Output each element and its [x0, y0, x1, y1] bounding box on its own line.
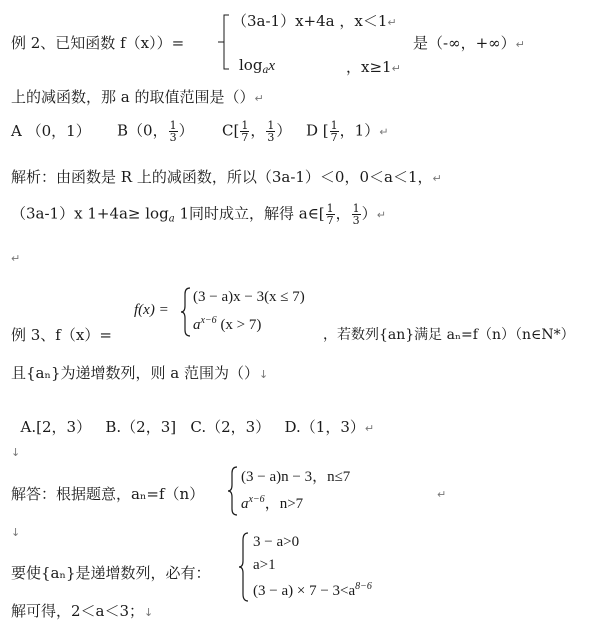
ex2-domain: 是（-∞，+∞）↵ — [413, 34, 525, 52]
ex2-brace — [217, 12, 231, 76]
ex2-option-d: D [ $\frac{1}{7}$ ，1）↵ — [306, 119, 389, 144]
ex2-option-b: B（0， $\frac{1}{3}$ ） — [117, 119, 194, 144]
ex3-brace — [180, 287, 192, 337]
paragraph-mark-icon: ↵ — [437, 488, 447, 501]
ex2-option-a: A （0，1） — [11, 122, 91, 140]
paragraph-mark-icon: ↵ — [391, 62, 401, 75]
ex3-req2: a>1 — [253, 557, 276, 573]
ex3-line2: 且{aₙ}为递增数列，则 a 范围为（）↓ — [11, 364, 269, 382]
ex2-prefix: 例 2、已知函数 f（x））= — [11, 34, 185, 52]
ex3-piece1: (3 − a)x − 3(x ≤ 7) — [193, 289, 305, 305]
paragraph-mark-icon: ↵ — [379, 125, 389, 139]
down-mark-icon: ↓ — [11, 446, 21, 459]
down-mark-icon: ↓ — [144, 606, 154, 619]
ex3-fx: f(x) = — [134, 302, 169, 318]
ex3-ans-piece2: $a^{x-6}$，n>7 — [241, 494, 304, 512]
ex2-line2: 上的减函数，那 a 的取值范围是（）↵ — [11, 88, 264, 106]
paragraph-mark-icon: ↵ — [364, 422, 375, 435]
ex3-req1: 3 − a>0 — [253, 534, 300, 550]
down-mark-icon: ↓ — [259, 368, 269, 381]
paragraph-mark-icon: ↵ — [254, 92, 264, 105]
paragraph-mark-icon: ↵ — [432, 172, 442, 185]
ex3-answer-brace — [227, 466, 239, 516]
ex3-req-brace — [238, 532, 250, 602]
ex2-piece1: （3a-1）x+4a ，x＜1↵ — [232, 12, 397, 30]
ex3-piece2: $a^{x-6}$ (x > 7) — [193, 315, 262, 333]
ex2-piece2-cond: ，x≥1↵ — [346, 58, 401, 76]
paragraph-mark-icon: ↵ — [387, 16, 397, 29]
ex2-piece2: $\log_ax$ — [239, 56, 276, 76]
ex3-req-label: 要使{aₙ}是递增数列，必有： — [11, 564, 211, 582]
ex2-analysis: 解析：由函数是 R 上的减函数，所以（3a-1）＜0，0＜a＜1，↵ — [11, 168, 442, 186]
ex3-answer-label: 解答：根据题意，aₙ=f（n） — [11, 485, 205, 503]
ex3-options: A.[2，3） B.（2，3] C.（2，3） D.（1，3）↵ — [20, 418, 375, 436]
ex3-req3: $(3 - a) \times 7 - 3<a^{8-6}$ — [253, 581, 372, 599]
ex2-condition: （3a-1）x $1+4a\ge \log_a 1$同时成立，解得 a∈[ $\frac{1}{7}$ ， $\frac{1}{3}$ ）↵ — [11, 202, 386, 227]
ex3-ans-piece1: (3 − a)n − 3，n≤7 — [241, 469, 351, 485]
down-mark-icon: ↓ — [11, 526, 21, 539]
paragraph-mark-icon: ↵ — [11, 252, 21, 265]
ex3-prefix: 例 3、f（x）= — [11, 326, 112, 344]
ex2-option-c: C[ $\frac{1}{7}$ ， $\frac{1}{3}$ ） — [222, 119, 292, 144]
ex3-result: 解可得，2＜a＜3；↓ — [11, 602, 154, 620]
paragraph-mark-icon: ↵ — [515, 38, 525, 51]
ex3-seq: ，若数列{an}满足 aₙ=f（n）（n∈N*） — [323, 327, 575, 343]
paragraph-mark-icon: ↵ — [376, 208, 386, 222]
